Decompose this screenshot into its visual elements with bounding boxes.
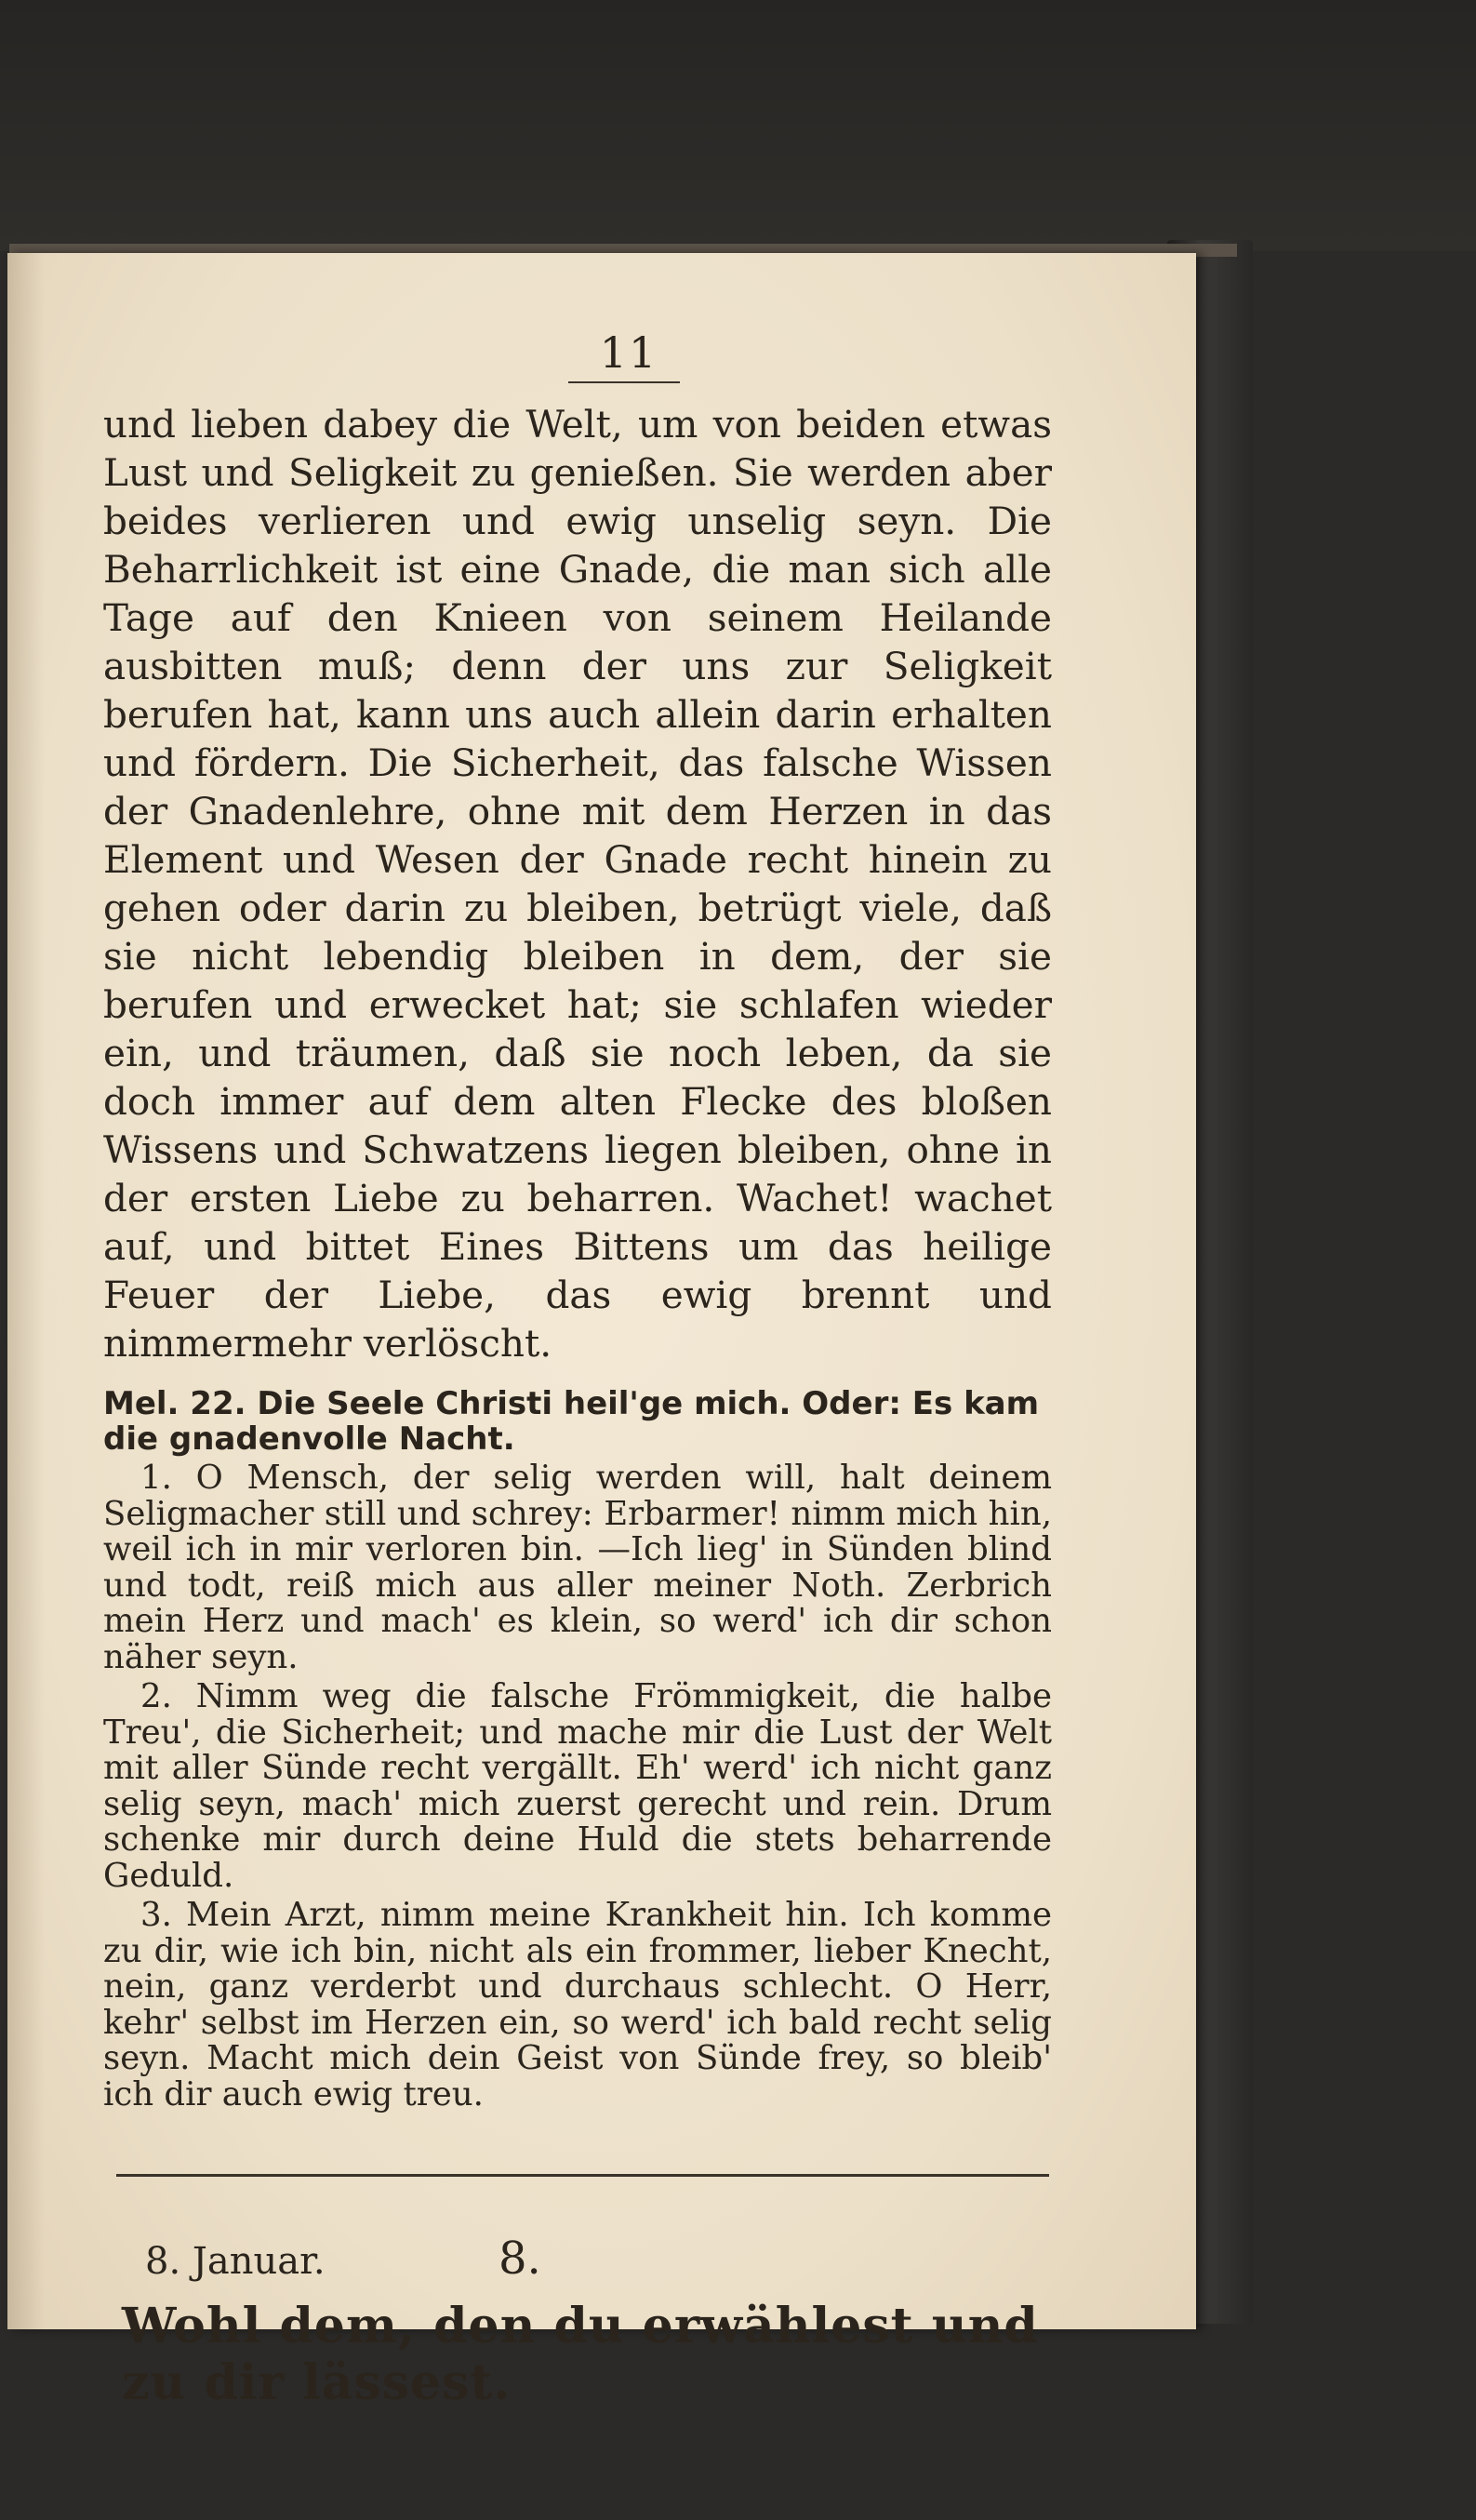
hymn-verse-1: 1. O Mensch, der selig werden will, halt deinem Seligmacher still und schrey: Erbarmer! nimm mich hin, weil ich in mir verloren bin. —Ich lieg' in Sünden blind und todt, reiß mich aus aller meiner Noth. Zerbrich mein Herz und mach' es klein, so werd' ich dir schon näher seyn. — [103, 1459, 1052, 1676]
page-number: 11 — [599, 327, 658, 378]
book-page — [7, 253, 1196, 2411]
day-date: 8. Januar. — [145, 2240, 326, 2283]
hymn-verse-3: 3. Mein Arzt, nimm meine Krankheit hin. Ich komme zu dir, wie ich bin, nicht als ein frommer, lieber Knecht, nein, ganz verderbt und durchaus schlecht. O Herr, kehr' selbst im Herzen ein, so werd' ich bald recht selig seyn. Macht mich dein Geist von Sünde frey, so bleib' ich dir auch ewig treu. — [103, 1896, 1052, 2113]
day-number: 8. — [499, 2233, 541, 2285]
hymn-verse-2: 2. Nimm weg die falsche Frömmigkeit, die halbe Treu', die Sicherheit; und mache mir die Lust der Welt mit aller Sünde recht vergällt. Eh' werd' ich nicht ganz selig seyn, mach' mich zuerst gerecht und rein. Drum schenke mir durch deine Huld die stets beharrende Geduld. — [103, 1677, 1052, 1895]
section-divider — [116, 2174, 1049, 2177]
scan-background — [0, 0, 1476, 251]
hymn-melody-header: Mel. 22. Die Seele Christi heil'ge mich. Oder: Es kam die gnadenvolle Nacht. — [103, 1385, 1040, 1458]
page-number-rule — [568, 381, 680, 383]
body-paragraph: und lieben dabey die Welt, um von beiden etwas Lust und Seligkeit zu genießen. Sie werden aber beides verlieren und ewig unselig seyn. Die Beharrlichkeit ist eine Gnade, die man sich alle Tage auf den Knieen von seinem Heilande ausbitten muß; denn der uns zur Seligkeit berufen hat, kann uns auch allein darin erhalten und fördern. Die Sicherheit, das falsche Wissen der Gnadenlehre, ohne mit dem Herzen in das Element und Wesen der Gnade recht hinein zu gehen oder darin zu bleiben, betrügt viele, daß sie nicht lebendig bleiben in dem, der sie berufen und erwecket hat; sie schlafen wieder ein, und träumen, daß sie noch leben, da sie doch immer auf dem alten Flecke des bloßen Wissens und Schwatzens liegen bleiben, ohne in der ersten Liebe zu beharren. Wachet! wachet auf, und bittet Eines Bittens um das heilige Feuer der Liebe, das ewig brennt und nimmermehr verlöscht. — [103, 402, 1052, 1366]
page-content — [103, 327, 1052, 2411]
page-gutter-shadow — [7, 253, 45, 2329]
day-heading — [103, 2233, 1052, 2285]
daily-motto: Wohl dem, den du erwählest und zu dir lässest. — [122, 2298, 1039, 2411]
